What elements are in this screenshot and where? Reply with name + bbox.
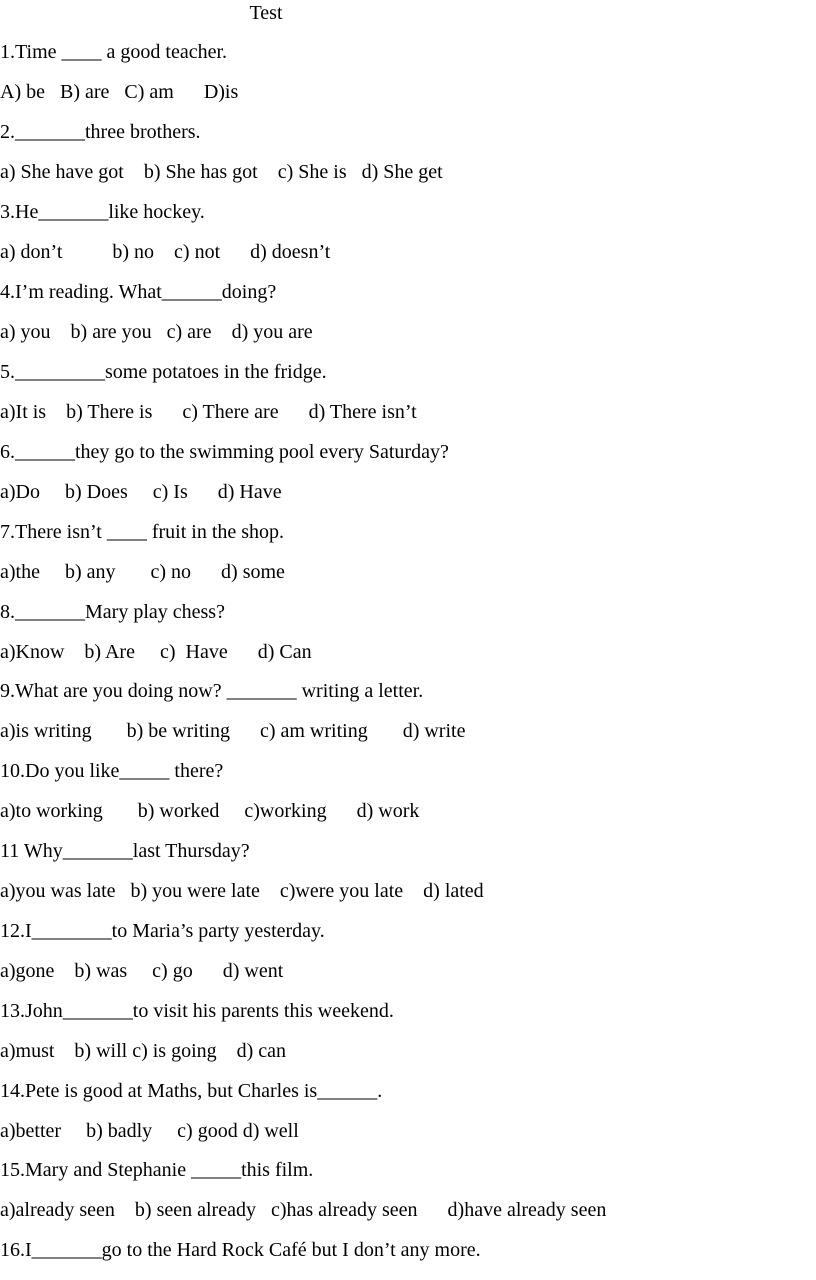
- options-12: a)gone b) was c) go d) went: [0, 960, 284, 982]
- question-12: 12.I________to Maria’s party yesterday.: [0, 920, 325, 942]
- question-4: 4.I’m reading. What______doing?: [0, 281, 277, 303]
- options-15: a)already seen b) seen already c)has already seen d)have already seen: [0, 1199, 607, 1221]
- options-2: a) She have got b) She has got c) She is d) She get: [0, 161, 443, 183]
- question-2: 2._______three brothers.: [0, 121, 201, 143]
- question-16: 16.I_______go to the Hard Rock Café but I don’t any more.: [0, 1239, 481, 1261]
- question-10: 10.Do you like_____ there?: [0, 760, 224, 782]
- question-11: 11 Why_______last Thursday?: [0, 840, 250, 862]
- options-13: a)must b) will c) is going d) can: [0, 1040, 287, 1062]
- options-8: a)Know b) Are c) Have d) Can: [0, 641, 312, 663]
- options-9: a)is writing b) be writing c) am writing d) write: [0, 720, 466, 742]
- options-11: a)you was late b) you were late c)were you late d) lated: [0, 880, 484, 902]
- options-5: a)It is b) There is c) There are d) There isn’t: [0, 401, 417, 423]
- question-3: 3.He_______like hockey.: [0, 201, 205, 223]
- question-8: 8._______Mary play chess?: [0, 601, 225, 623]
- question-14: 14.Pete is good at Maths, but Charles is______.: [0, 1080, 383, 1102]
- options-3: a) don’t b) no c) not d) doesn’t: [0, 241, 331, 263]
- question-9: 9.What are you doing now? _______ writing a letter.: [0, 680, 424, 702]
- options-1: A) be B) are C) am D)is: [0, 81, 239, 103]
- question-5: 5._________some potatoes in the fridge.: [0, 361, 327, 383]
- question-7: 7.There isn’t ____ fruit in the shop.: [0, 521, 285, 543]
- page-title: Test: [249, 2, 283, 24]
- options-7: a)the b) any c) no d) some: [0, 561, 285, 583]
- options-4: a) you b) are you c) are d) you are: [0, 321, 313, 343]
- question-13: 13.John_______to visit his parents this weekend.: [0, 1000, 394, 1022]
- question-15: 15.Mary and Stephanie _____this film.: [0, 1159, 314, 1181]
- options-6: a)Do b) Does c) Is d) Have: [0, 481, 282, 503]
- question-1: 1.Time ____ a good teacher.: [0, 41, 228, 63]
- options-10: a)to working b) worked c)working d) work: [0, 800, 420, 822]
- question-6: 6.______they go to the swimming pool every Saturday?: [0, 441, 449, 463]
- options-14: a)better b) badly c) good d) well: [0, 1120, 299, 1142]
